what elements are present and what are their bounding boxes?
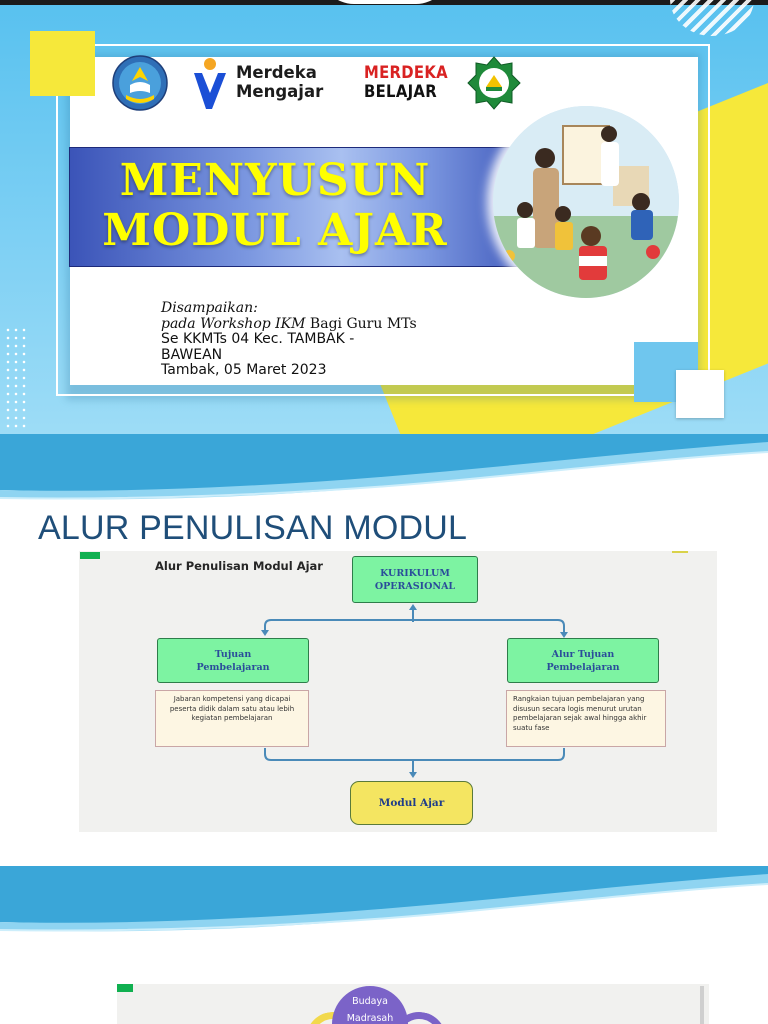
decor-green-tab <box>117 984 133 992</box>
top-box-line2: OPERASIONAL <box>374 580 456 592</box>
presenter-line-1: Disampaikan: <box>161 300 258 316</box>
alur-tujuan-pembelajaran-box <box>507 638 659 683</box>
presenter-line-2-rest: Bagi Guru MTs <box>305 315 417 332</box>
modul-ajar-box: Modul Ajar <box>350 781 473 825</box>
decor-vertical-line <box>700 986 704 1024</box>
classroom-illustration <box>493 106 679 298</box>
kemenag-logo-icon <box>466 55 522 111</box>
slide-3 <box>0 866 768 1024</box>
decor-hatch-circle <box>670 0 754 36</box>
circle-line1: Budaya <box>352 996 388 1007</box>
left-box-line2: Pembelajaran <box>196 661 270 673</box>
presenter-line-4: BAWEAN <box>161 346 223 363</box>
merdeka-mengajar-text <box>236 63 323 101</box>
tujuan-description: Jabaran kompetensi yang dicapai peserta didik dalam satu atau lebih kegiatan pembelajaran <box>155 690 309 747</box>
decor-yellow-square <box>30 31 95 96</box>
decor-white-square <box>676 370 724 418</box>
title-banner <box>69 147 539 267</box>
top-box-line1: KURIKULUM <box>380 567 450 579</box>
presenter-line-2 <box>161 317 441 333</box>
presenter-info <box>161 301 441 379</box>
slide-title: ALUR PENULISAN MODUL <box>38 509 468 547</box>
presenter-line-5: Tambak, 05 Maret 2023 <box>161 362 327 379</box>
circle-line2: Madrasah <box>346 1013 394 1024</box>
decor-dots <box>4 326 26 430</box>
kemdikbud-logo-icon <box>112 55 168 111</box>
flowchart-heading: Alur Penulisan Modul Ajar <box>155 559 323 573</box>
presenter-line-2-italic: pada Workshop IKM <box>161 315 306 332</box>
wave-decoration <box>0 866 768 936</box>
left-box-line1: Tujuan <box>214 648 252 660</box>
presenter-line-3: Se KKMTs 04 Kec. TAMBAK - <box>161 331 355 348</box>
merdeka-belajar-logo <box>364 63 448 101</box>
mm-line2: Mengajar <box>236 82 324 101</box>
mb-line1: MERDEKA <box>364 63 448 82</box>
mm-line1: Merdeka <box>236 63 317 82</box>
kurikulum-operasional-box <box>352 556 478 603</box>
slide-2 <box>0 434 768 866</box>
tujuan-pembelajaran-box <box>157 638 309 683</box>
alur-tujuan-description: Rangkaian tujuan pembelajaran yang disusun secara logis menurut urutan pembelajaran sejak awal hingga akhir suatu fase <box>506 690 666 747</box>
right-box-line1: Alur Tujuan <box>551 648 615 660</box>
mb-line2: BELAJAR <box>364 82 437 101</box>
title-line-2: MODUL AJAR <box>102 205 448 256</box>
right-box-line2: Pembelajaran <box>546 661 620 673</box>
title-line-1: MENYUSUN <box>119 155 431 206</box>
slide-1 <box>0 0 768 434</box>
slide-title <box>70 156 480 256</box>
merdeka-mengajar-logo-icon <box>190 55 230 111</box>
